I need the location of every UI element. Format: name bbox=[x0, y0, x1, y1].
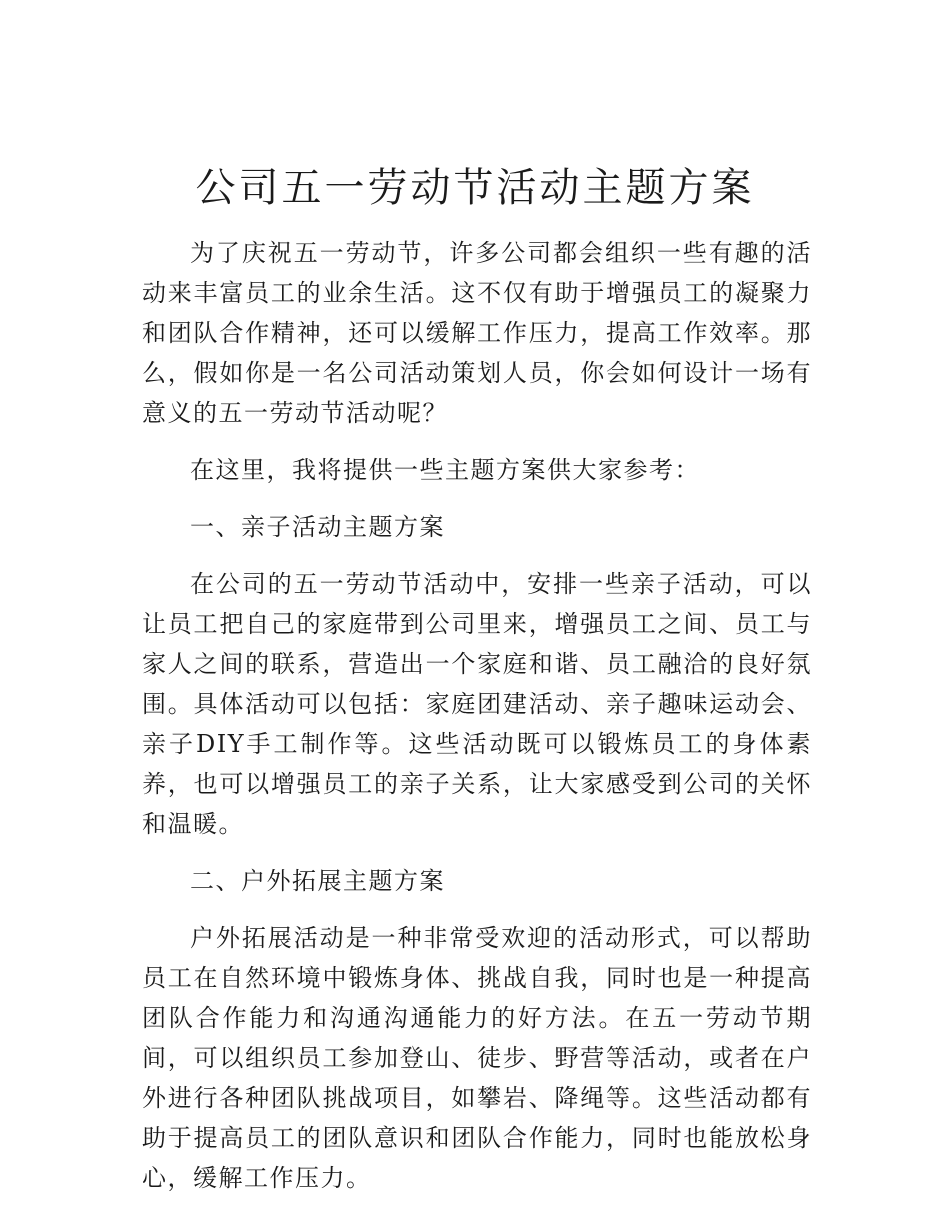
section-heading-family: 一、亲子活动主题方案 bbox=[190, 513, 445, 541]
lead-in-paragraph: 在这里，我将提供一些主题方案供大家参考： bbox=[190, 456, 700, 484]
family-activity-paragraph: 在公司的五一劳动节活动中，安排一些亲子活动，可以让员工把自己的家庭带到公司里来，增强员工之间、员工与家人之间的联系，营造出一个家庭和谐、员工融洽的良好氛围。具体活动可以包括：家庭团建活动、亲子趣味运动会、亲子DIY手工制作等。这些活动既可以锻炼员工的身体素养，也可以增强员工的亲子关系，让大家感受到公司的关怀和温暖。 bbox=[142, 570, 812, 838]
outdoor-activity-paragraph: 户外拓展活动是一种非常受欢迎的活动形式，可以帮助员工在自然环境中锻炼身体、挑战自我，同时也是一种提高团队合作能力和沟通沟通能力的好方法。在五一劳动节期间，可以组织员工参加登山、徒步、野营等活动，或者在户外进行各种团队挑战项目，如攀岩、降绳等。这些活动都有助于提高员工的团队意识和团队合作能力，同时也能放松身心，缓解工作压力。 bbox=[142, 924, 812, 1192]
document-body bbox=[142, 233, 812, 1215]
document-title: 公司五一劳动节活动主题方案 bbox=[195, 165, 755, 211]
section-heading-outdoor: 二、户外拓展主题方案 bbox=[190, 867, 445, 895]
intro-paragraph: 为了庆祝五一劳动节，许多公司都会组织一些有趣的活动来丰富员工的业余生活。这不仅有助于增强员工的凝聚力和团队合作精神，还可以缓解工作压力，提高工作效率。那么，假如你是一名公司活动策划人员，你会如何设计一场有意义的五一劳动节活动呢？ bbox=[142, 239, 812, 427]
